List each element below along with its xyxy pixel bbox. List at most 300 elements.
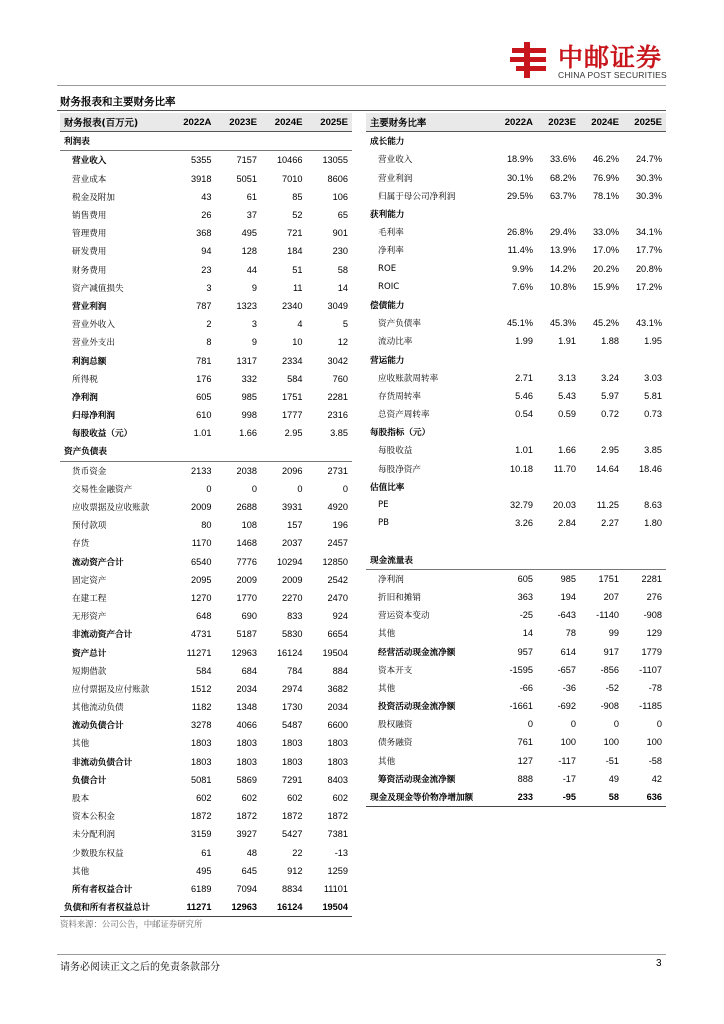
cell-value: 11271: [170, 898, 216, 917]
row-label: 所有者权益合计: [72, 884, 133, 895]
cell-value: [494, 350, 537, 368]
cell-value: 207: [603, 591, 619, 602]
row-label: 资产负债率: [378, 319, 421, 330]
table-row: [366, 350, 666, 368]
table-row: [366, 132, 666, 151]
table-row: [60, 351, 352, 369]
cell-value: 45.2%: [592, 318, 619, 329]
cell-value: 1803: [191, 756, 212, 767]
cell-value: 85: [292, 191, 303, 202]
table-row: [60, 789, 352, 807]
cell-value: 61: [201, 847, 212, 858]
row-label: ROIC: [378, 281, 400, 292]
row-label: 股权融资: [378, 720, 413, 731]
cell-value: [494, 532, 537, 550]
cell-value: 127: [517, 755, 533, 766]
cell-value: 2095: [191, 574, 212, 585]
cell-value: 61: [246, 191, 257, 202]
header-year: 2022A: [494, 113, 537, 132]
table-header-row: [366, 113, 666, 132]
row-label: 每股收益: [378, 446, 413, 457]
cell-value: -51: [605, 755, 619, 766]
table-row: [60, 734, 352, 752]
cell-value: -36: [562, 682, 576, 693]
table-row: [366, 642, 666, 660]
cell-value: 15.9%: [592, 281, 619, 292]
cell-value: 1803: [236, 738, 257, 749]
cell-value: 888: [517, 773, 533, 784]
cell-value: 20.03: [553, 500, 576, 511]
cell-value: 8.63: [644, 500, 662, 511]
cell-value: 99: [608, 628, 619, 639]
table-row: [60, 662, 352, 680]
cell-value: 63.7%: [549, 190, 576, 201]
cell-value: 5487: [282, 720, 303, 731]
cell-value: 3682: [327, 683, 348, 694]
cell-value: 20.8%: [635, 263, 662, 274]
cell-value: 985: [241, 391, 257, 402]
cell-value: 43: [201, 191, 212, 202]
cell-value: 33.6%: [549, 154, 576, 165]
cell-value: 10294: [276, 556, 303, 567]
table-row: [366, 478, 666, 496]
cell-value: 614: [560, 646, 576, 657]
cell-value: 1803: [282, 756, 303, 767]
row-label: 其他: [378, 756, 396, 767]
cell-value: 11101: [323, 883, 348, 894]
cell-value: 2457: [327, 538, 348, 549]
cell-value: [580, 423, 623, 441]
table-row: [60, 279, 352, 297]
cell-value: 2334: [282, 355, 303, 366]
cell-value: 10.18: [510, 463, 533, 474]
row-label: 估值比率: [370, 482, 405, 493]
table-row: [366, 423, 666, 441]
cell-value: 2.27: [601, 518, 619, 529]
cell-value: [537, 296, 580, 314]
cell-value: 2470: [327, 592, 348, 603]
cell-value: 5081: [191, 774, 212, 785]
cell-value: 3: [206, 282, 212, 293]
table-row: [60, 643, 352, 661]
cell-value: 8: [206, 337, 212, 348]
cell-value: 1.66: [239, 428, 257, 439]
row-label: 在建工程: [72, 593, 107, 604]
cell-value: 34.1%: [635, 227, 662, 238]
cell-value: 9: [251, 337, 257, 348]
financial-ratios-table: [366, 113, 666, 807]
table-row: [60, 534, 352, 552]
row-label: 其他: [378, 683, 396, 694]
row-label: 营运能力: [370, 355, 405, 366]
cell-value: 3918: [191, 173, 212, 184]
footer-divider: [57, 954, 666, 955]
cell-value: [623, 551, 666, 570]
table-row: [366, 241, 666, 259]
cell-value: 3: [251, 319, 257, 330]
table-row: [366, 697, 666, 715]
table-row: [366, 223, 666, 241]
table-row: [60, 151, 352, 170]
cell-value: 1770: [236, 592, 257, 603]
cell-value: 610: [196, 410, 212, 421]
cell-value: 68.2%: [549, 172, 576, 183]
cell-value: -25: [519, 610, 533, 621]
cell-value: 49: [608, 773, 619, 784]
cell-value: 0.73: [644, 409, 662, 420]
cell-value: 1.95: [644, 336, 662, 347]
header-divider: [57, 85, 666, 86]
table-row: [60, 607, 352, 625]
table-row: [60, 571, 352, 589]
financial-statements-table: [60, 113, 352, 917]
cell-value: [623, 423, 666, 441]
cell-value: -117: [558, 755, 576, 766]
cell-value: 1.88: [601, 336, 619, 347]
cell-value: 0: [206, 483, 212, 494]
cell-value: -908: [600, 701, 619, 712]
cell-value: 230: [332, 246, 348, 257]
table-row: [60, 680, 352, 698]
cell-value: 2270: [282, 592, 303, 603]
table-row: [60, 589, 352, 607]
row-label: 现金及现金等价物净增加额: [366, 788, 494, 807]
cell-value: 196: [332, 520, 348, 531]
row-label: 债务融资: [378, 738, 413, 749]
cell-value: 30.3%: [635, 172, 662, 183]
cell-value: 1751: [282, 391, 303, 402]
cell-value: 100: [560, 737, 576, 748]
row-label: 投资活动现金流净额: [378, 702, 456, 713]
row-label: 营业成本: [72, 174, 107, 185]
cell-value: 14: [337, 282, 348, 293]
cell-value: 363: [517, 591, 533, 602]
row-label: 应收票据及应收账款: [72, 503, 150, 514]
row-label: 毛利率: [378, 228, 404, 239]
cell-value: 1323: [236, 300, 257, 311]
header-year: 2025E: [623, 113, 666, 132]
table-row: [366, 588, 666, 606]
cell-value: 2009: [236, 574, 257, 585]
cell-value: 5.46: [515, 390, 533, 401]
cell-value: 0: [613, 719, 619, 730]
cell-value: [307, 442, 353, 461]
cell-value: 128: [241, 246, 257, 257]
cell-value: 721: [287, 228, 303, 239]
table-row: [60, 206, 352, 224]
table-row: [366, 405, 666, 423]
cell-value: 1872: [282, 811, 303, 822]
table-row: [60, 716, 352, 734]
cell-value: 4066: [236, 720, 257, 731]
cell-value: 1730: [282, 702, 303, 713]
cell-value: 8403: [327, 774, 348, 785]
cell-value: 5355: [191, 155, 212, 166]
cell-value: 781: [196, 355, 212, 366]
cell-value: 100: [603, 737, 619, 748]
cell-value: 14.64: [596, 463, 619, 474]
row-label: 短期借款: [72, 666, 107, 677]
cell-value: [580, 132, 623, 151]
cell-value: [580, 205, 623, 223]
cell-value: 584: [196, 665, 212, 676]
row-label: 营业利润: [378, 173, 413, 184]
row-label: 存货周转率: [378, 391, 421, 402]
table-row: [60, 261, 352, 279]
cell-value: 30.3%: [635, 190, 662, 201]
cell-value: 684: [241, 665, 257, 676]
cell-value: 94: [201, 246, 212, 257]
cell-value: 0.72: [601, 409, 619, 420]
row-label: 股本: [72, 794, 90, 805]
row-label: 无形资产: [72, 612, 107, 623]
table-row: [366, 532, 666, 550]
cell-value: 1803: [327, 738, 348, 749]
row-label: 现金流量表: [366, 551, 494, 570]
row-label: 研发费用: [72, 247, 107, 258]
cell-value: 2037: [282, 538, 303, 549]
cell-value: 6189: [191, 883, 212, 894]
row-label: 归属于母公司净利润: [378, 191, 456, 202]
disclaimer-text: 请务必阅读正文之后的免责条款部分: [60, 962, 220, 973]
cell-value: 22: [292, 847, 303, 858]
cell-value: 233: [494, 788, 537, 807]
table-row: [366, 314, 666, 332]
cell-value: 3159: [191, 829, 212, 840]
row-label: 净利率: [378, 246, 404, 257]
cell-value: 1.66: [558, 445, 576, 456]
cell-value: 7157: [236, 155, 257, 166]
cell-value: 2281: [641, 573, 662, 584]
cell-value: 14.2%: [549, 263, 576, 274]
cell-value: 3278: [191, 720, 212, 731]
table-row: [60, 132, 352, 151]
cell-value: 602: [287, 793, 303, 804]
table-row: [366, 460, 666, 478]
cell-value: -1185: [639, 701, 662, 712]
cell-value: 605: [196, 391, 212, 402]
cell-value: [494, 423, 537, 441]
cell-value: 32.79: [510, 500, 533, 511]
row-label: 未分配利润: [72, 830, 115, 841]
table-row: [366, 752, 666, 770]
table-row: [60, 771, 352, 789]
cell-value: -95: [537, 788, 580, 807]
cell-value: 0: [527, 719, 533, 730]
cell-value: [623, 205, 666, 223]
table-row: [60, 753, 352, 771]
cell-value: 332: [241, 373, 257, 384]
cell-value: 44: [246, 264, 257, 275]
row-label: 获利能力: [370, 210, 405, 221]
row-label: 存货: [72, 539, 90, 550]
header-year: 2022A: [170, 113, 216, 132]
table-row: [366, 715, 666, 733]
cell-value: 1872: [327, 811, 348, 822]
cell-value: 1512: [191, 683, 212, 694]
cell-value: 184: [287, 246, 303, 257]
row-label: 营运资本变动: [378, 611, 430, 622]
cell-value: 2038: [236, 465, 257, 476]
cell-value: 16124: [276, 647, 303, 658]
cell-value: 1468: [236, 538, 257, 549]
cell-value: 0.54: [515, 409, 533, 420]
table-header-row: [60, 113, 352, 132]
cell-value: 5187: [236, 629, 257, 640]
cell-value: 78: [565, 628, 576, 639]
table-row: [60, 370, 352, 388]
table-row: [60, 698, 352, 716]
table-row: [60, 480, 352, 498]
cell-value: 45.3%: [549, 318, 576, 329]
header-label: 主要财务比率: [366, 113, 494, 132]
cell-value: [307, 132, 353, 151]
table-row: [366, 679, 666, 697]
cell-value: 602: [196, 793, 212, 804]
table-row: [366, 169, 666, 187]
row-label: 每股净资产: [378, 464, 421, 475]
cell-value: 37: [246, 210, 257, 221]
cell-value: 46.2%: [592, 154, 619, 165]
cell-value: -1140: [596, 610, 619, 621]
table-row: [366, 387, 666, 405]
cell-value: 3.03: [644, 372, 662, 383]
cell-value: 1182: [191, 702, 212, 713]
row-label: ROE: [378, 263, 397, 274]
row-label: 非流动资产合计: [72, 630, 133, 641]
cell-value: 26: [201, 210, 212, 221]
header-label: 财务报表(百万元): [60, 113, 170, 132]
cell-value: 17.0%: [592, 245, 619, 256]
cell-value: 2.95: [601, 445, 619, 456]
cell-value: 48: [246, 847, 257, 858]
table-row: [60, 424, 352, 442]
row-label: 经营活动现金流净额: [378, 647, 456, 658]
cell-value: 26.8%: [506, 227, 533, 238]
row-label: 应收账款周转率: [378, 373, 439, 384]
cell-value: 636: [623, 788, 666, 807]
row-label: 利润总额: [72, 356, 107, 367]
cell-value: 2.95: [284, 428, 303, 439]
cell-value: [537, 532, 580, 550]
cell-value: 7381: [327, 829, 348, 840]
cell-value: 1751: [598, 573, 619, 584]
table-row: [60, 333, 352, 351]
row-label: 流动资产合计: [72, 557, 124, 568]
header-year: 2024E: [261, 113, 307, 132]
cell-value: [537, 551, 580, 570]
cell-value: 1872: [236, 811, 257, 822]
cell-value: 5830: [282, 629, 303, 640]
page-number: 3: [656, 958, 662, 969]
row-label: 净利润: [72, 392, 98, 403]
cell-value: 3.85: [644, 445, 662, 456]
cell-value: 1348: [236, 702, 257, 713]
cell-value: 884: [332, 665, 348, 676]
cell-value: 602: [241, 793, 257, 804]
cell-value: 2096: [282, 465, 303, 476]
cell-value: [537, 478, 580, 496]
cell-value: 2034: [327, 702, 348, 713]
cell-value: 3042: [327, 355, 348, 366]
row-label: 营业利润: [72, 301, 107, 312]
table-row: [60, 242, 352, 260]
cell-value: [494, 132, 537, 151]
cell-value: 276: [646, 591, 662, 602]
table-row: [366, 606, 666, 624]
cell-value: 2731: [327, 465, 348, 476]
cell-value: 2340: [282, 300, 303, 311]
row-label: 流动比率: [378, 337, 413, 348]
table-row: [60, 825, 352, 843]
cell-value: 12850: [322, 556, 348, 567]
cell-value: -1595: [509, 664, 533, 675]
cell-value: 3049: [327, 300, 348, 311]
table-row: [366, 332, 666, 350]
cell-value: 176: [196, 373, 212, 384]
cell-value: 2.71: [515, 372, 533, 383]
cell-value: 901: [332, 228, 348, 239]
cell-value: 368: [196, 228, 212, 239]
table-row: [60, 862, 352, 880]
cell-value: [170, 132, 216, 151]
cell-value: [580, 532, 623, 550]
cell-value: 1803: [236, 756, 257, 767]
cell-value: 4: [297, 319, 303, 330]
cell-value: 2542: [327, 574, 348, 585]
cell-value: 1317: [236, 355, 257, 366]
cell-value: 2.84: [558, 518, 576, 529]
cell-value: 157: [287, 520, 303, 531]
cell-value: 11.4%: [507, 245, 533, 256]
cell-value: 76.9%: [592, 172, 619, 183]
table-row: [366, 205, 666, 223]
cell-value: 13.9%: [549, 245, 576, 256]
row-label: 税金及附加: [72, 192, 115, 203]
cell-value: 998: [241, 410, 257, 421]
row-label: 销售费用: [72, 211, 107, 222]
cell-value: 2009: [282, 574, 303, 585]
cell-value: 33.0%: [592, 227, 619, 238]
cell-value: -17: [562, 773, 576, 784]
cell-value: 10466: [276, 155, 303, 166]
row-label: 筹资活动现金流净额: [378, 774, 456, 785]
cell-value: 3.26: [515, 518, 533, 529]
row-label: 负债合计: [72, 775, 107, 786]
row-label: 交易性金融资产: [72, 484, 133, 495]
table-row: [366, 514, 666, 532]
table-row: [60, 297, 352, 315]
cell-value: -66: [519, 682, 533, 693]
title-divider: [57, 110, 666, 111]
cell-value: 0: [251, 483, 257, 494]
header-year: 2023E: [216, 113, 262, 132]
cell-value: 65: [337, 210, 348, 221]
cell-value: 1.80: [644, 518, 662, 529]
table-row: [366, 369, 666, 387]
cell-value: 19504: [322, 647, 348, 658]
cell-value: 5.43: [558, 390, 576, 401]
row-label: 少数股东权益: [72, 848, 124, 859]
cell-value: 8834: [282, 883, 303, 894]
row-label: 预付款项: [72, 521, 107, 532]
row-label: 应付票据及应付账款: [72, 684, 150, 695]
cell-value: 648: [196, 611, 212, 622]
row-label: 资产负债表: [60, 442, 170, 461]
cell-value: 6540: [191, 556, 212, 567]
row-label: 利润表: [60, 132, 170, 151]
cell-value: 9.9%: [512, 263, 533, 274]
